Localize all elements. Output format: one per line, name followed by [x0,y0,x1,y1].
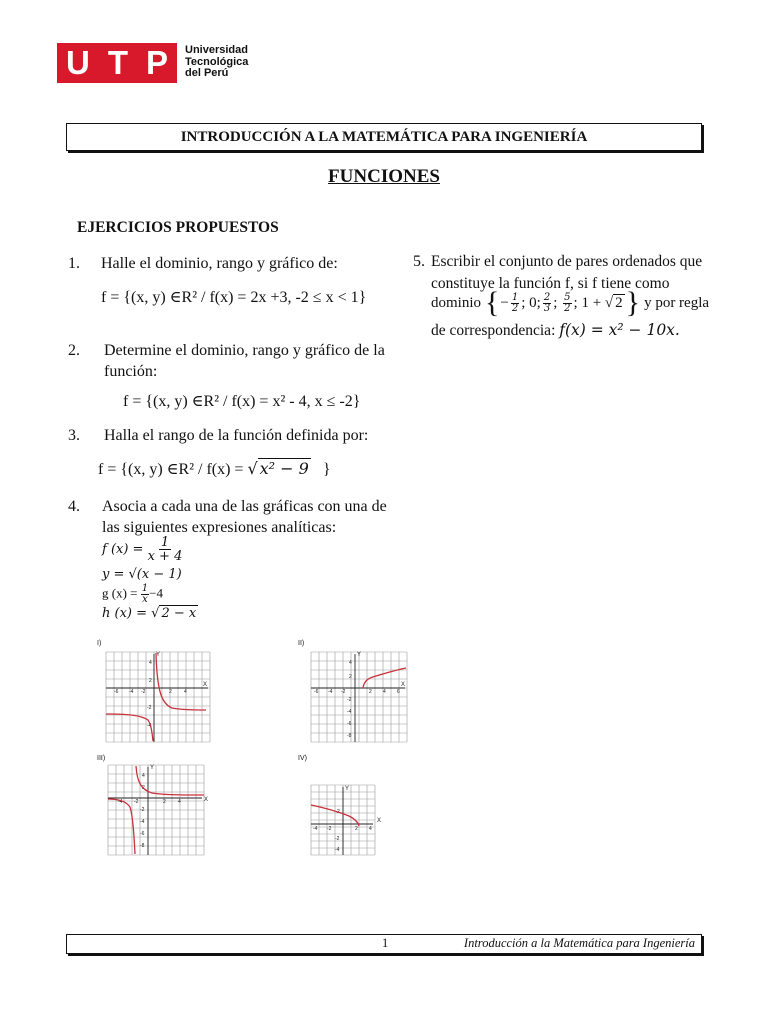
graph-4-tick-7: -4 [335,847,340,853]
exercise-3-formula: f = {(x, y) ∈R² / f(x) = √ x² − 9 } [98,459,331,478]
expression-1-numerator: 1 [160,535,170,550]
graph-4 [311,785,382,855]
graph-2-tick-6: 6 [397,689,400,695]
graph-1-tick-1: -6 [114,689,119,695]
graph-1-label: I) [97,640,102,647]
graph-3 [108,765,209,855]
graph-1 [106,652,210,742]
graph-4-tick-2: -2 [327,826,332,832]
graph-2-tick-9: -2 [347,697,352,703]
exercise-5-rule: f(x) = x² − 10x. [559,321,680,339]
graph-3-tick-3: 2 [163,799,166,805]
exercise-5-domain-root: 2 [615,295,623,311]
exercise-5-text-line-2: constituye la función f, si f tiene como [431,275,670,292]
graph-3-tick-10: -8 [140,843,145,849]
exercise-3-formula-b: } [322,461,331,478]
graph-3-tick-2: -2 [134,799,139,805]
exercise-1-formula: f = {(x, y) ∈R² / f(x) = 2x +3, -2 ≤ x < 1} [101,289,367,306]
exercise-2-number: 2. [68,342,80,359]
graph-3-label: III) [97,755,106,762]
graph-3-axis-x: X [204,797,209,803]
graph-2-curve [363,668,406,688]
exercise-4-text [102,496,387,538]
expression-3-denominator: x [142,594,148,605]
expression-2: y = √(x − 1) [102,567,182,582]
exercise-3-root: x² − 9 [259,459,309,478]
graph-2-tick-12: -8 [347,733,352,739]
expression-3-lhs: g (x) = [102,585,138,601]
graph-1-tick-5: 4 [184,689,187,695]
graph-2-tick-10: -4 [347,709,352,715]
graph-1-axis-x: X [203,682,208,688]
graph-2-grid [311,652,407,742]
graph-2 [311,652,407,742]
graph-2-axis-y: Y [357,652,362,658]
graph-2-tick-8: 2 [349,674,352,680]
graph-2-tick-11: -6 [347,721,352,727]
logo-line-2: Tecnológica [185,55,249,68]
graph-3-tick-8: -4 [140,819,145,825]
exercise-3-number: 3. [68,427,80,444]
graph-2-tick-2: -4 [328,689,333,695]
expression-3-numerator: 1 [141,583,149,594]
exercise-5-rule-line [431,320,680,341]
exercise-2-text-line-1: Determine el dominio, rango y gráfico de la [104,342,385,359]
logo-letter-p: P [145,44,168,81]
graph-1-axis-y: Y [156,652,161,658]
graph-1-grid [106,652,210,742]
exercise-5-rule-label: y por regla [644,294,710,311]
exercise-5-domain-a: ; 0; [521,294,541,311]
exercise-5-domain-label: dominio [431,294,482,311]
graph-3-curve-right [136,766,204,795]
logo-letter-u: U [65,44,90,81]
graph-3-grid [108,765,204,855]
graph-3-tick-9: -6 [140,831,145,837]
exercise-5-number: 5. [413,253,425,270]
exercise-4-text-line-2: las siguientes expresiones analíticas: [102,519,337,536]
graph-2-tick-7: 4 [349,660,352,666]
exercise-5-domain-line: dominio { − $\frac{1}{2}$ ; 0; $\frac{2}{3}$ ; $\frac{5}{2}$ ; 1 + √ 2 } y por regla [431,286,710,319]
exercise-3-formula-a: f = {(x, y) ∈R² / f(x) = [98,461,244,478]
logo-line-1: Universidad [185,44,248,56]
graph-4-tick-4: 4 [369,826,372,832]
graph-2-label: II) [298,640,305,647]
graph-4-axis-y: Y [345,786,350,792]
graph-1-tick-9: -4 [147,723,152,729]
section-title: FUNCIONES [328,166,440,187]
expression-4-lhs: h (x) = [102,606,148,621]
graph-1-tick-4: 2 [169,689,172,695]
graph-4-tick-3: 2 [355,826,358,832]
graph-3-tick-6: 2 [142,785,145,791]
utp-logo [57,43,177,83]
graph-3-axis-y: Y [150,765,155,771]
exercise-5-domain-b: ; [553,294,558,311]
expression-1-denominator: x + 4 [147,549,183,564]
expression-1 [102,536,182,563]
exercise-2-formula: f = {(x, y) ∈R² / f(x) = x² - 4, x ≤ -2} [123,393,361,410]
graph-3-tick-7: -2 [140,807,145,813]
graph-4-tick-5: 2 [337,809,340,815]
graph-2-tick-5: 4 [383,689,386,695]
expression-4: h (x) = √ 2 − x [102,606,197,621]
graph-4-label: IV) [298,755,307,762]
subsection-title: EJERCICIOS PROPUESTOS [77,219,279,236]
logo-university-name [185,45,248,80]
graph-3-tick-5: 4 [142,773,145,779]
course-title-box [66,123,702,151]
graph-1-tick-3: -2 [141,689,146,695]
graph-4-axis-x: X [377,818,382,824]
graph-1-tick-6: 4 [149,660,152,666]
expression-3 [102,584,163,605]
expression-1-fraction [148,536,183,563]
exercise-2-text-line-2: función: [104,363,158,380]
graph-2-tick-3: -2 [341,689,346,695]
exercise-1-number: 1. [68,255,80,272]
exercise-5-domain-c: ; 1 + [573,294,602,311]
exercise-4-text-line-1: Asocia a cada una de las gráficas con una de [102,498,387,515]
footer [66,934,702,954]
graph-1-tick-7: 2 [149,678,152,684]
graph-3-tick-1: -4 [118,799,123,805]
expression-1-lhs: f (x) = [102,542,144,557]
exercise-5-text-line-1: Escribir el conjunto de pares ordenados que [431,253,703,270]
graph-4-tick-6: -2 [335,836,340,842]
graph-2-axis-x: X [401,682,406,688]
footer-page-number: 1 [382,936,389,950]
exercise-1-text: Halle el dominio, rango y gráfico de: [101,255,338,272]
exercise-3-text: Halla el rango de la función definida por: [104,427,369,444]
graph-2-tick-4: 2 [369,689,372,695]
graph-1-tick-8: -2 [147,705,152,711]
exercise-2-text [104,340,385,382]
footer-title: Introducción a la Matemática para Ingeniería [463,936,695,950]
course-title: INTRODUCCIÓN A LA MATEMÁTICA PARA INGENIERÍA [180,128,588,145]
graph-2-tick-1: -6 [314,689,319,695]
expression-3-rhs: −4 [149,585,163,601]
graph-1-curve-right [156,653,206,710]
exercise-4-number: 4. [68,498,80,515]
expression-3-fraction [141,584,149,605]
expression-4-root: 2 − x [161,606,197,621]
logo-letter-t: T [107,44,128,81]
logo-line-3: del Perú [185,67,229,79]
graph-3-tick-4: 4 [178,799,181,805]
graph-1-tick-2: -4 [129,689,134,695]
graph-4-tick-1: -4 [313,826,318,832]
exercise-5-correspondence: de correspondencia: [431,322,556,339]
